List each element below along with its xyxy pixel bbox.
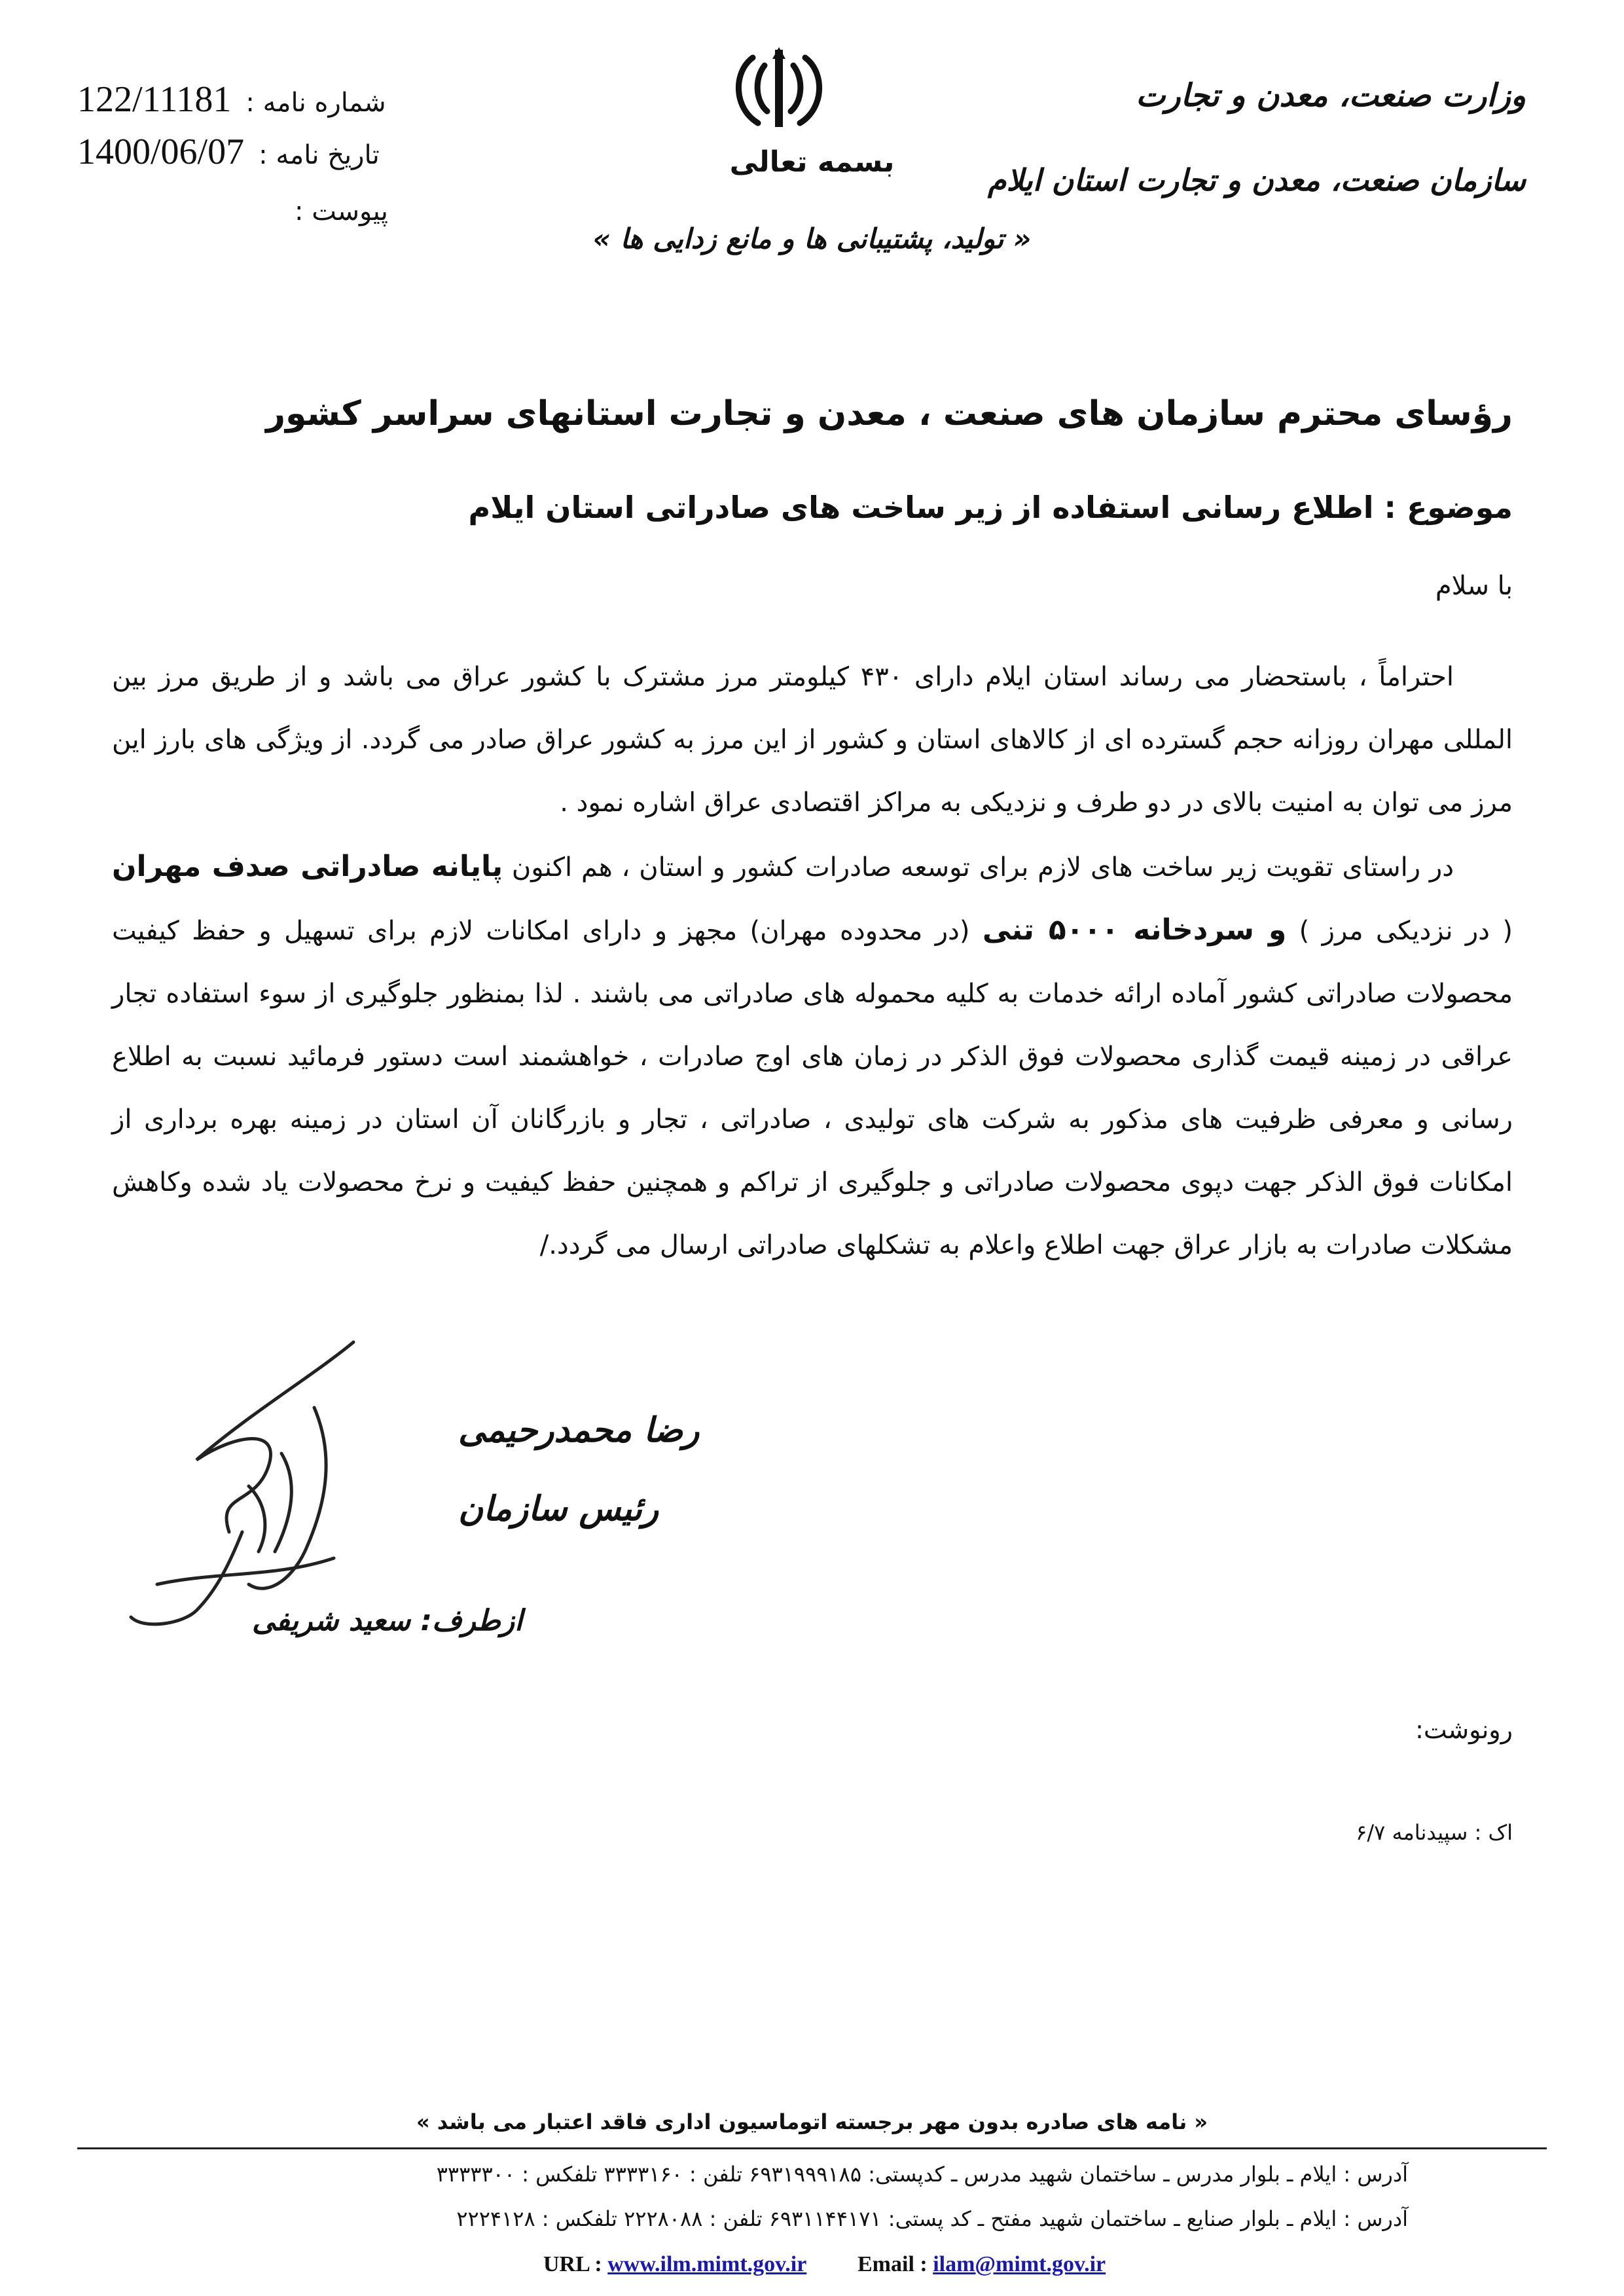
- footer-url-row: [543, 2252, 806, 2277]
- letter-number-label: شماره نامه :: [245, 88, 386, 118]
- email-link[interactable]: ilam@mimt.gov.ir: [933, 2252, 1106, 2276]
- website-link[interactable]: www.ilm.mimt.gov.ir: [607, 2252, 807, 2276]
- letter-number-row: [77, 79, 386, 120]
- iran-emblem-icon: [727, 46, 831, 131]
- footer-email-row: [857, 2252, 1106, 2277]
- organization-name: سازمان صنعت، معدن و تجارت استان ایلام: [988, 162, 1526, 198]
- terminal-name: پایانه صادراتی صدف مهران: [112, 850, 503, 883]
- attachment-label: پیوست :: [295, 196, 388, 227]
- paragraph-2-part-1: در راستای تقویت زیر ساخت های لازم برای توسعه صادرات کشور و استان ، هم اکنون: [503, 852, 1454, 883]
- on-behalf-of: ازطرف: سعید شریفی: [252, 1604, 523, 1637]
- basmala: بسمه تعالی: [729, 145, 895, 179]
- signatory-name: رضا محمدرحیمی: [458, 1411, 700, 1450]
- footer-address-1: آدرس : ایلام ـ بلوار مدرس ـ ساختمان شهید مدرس ـ کدپستی: ۶۹۳۱۹۹۹۱۸۵ تلفن : ۳۳۳۳۱۶۰ تلفکس : ۳۳۳۳۳۰۰: [436, 2162, 1408, 2187]
- cc-label: رونوشت:: [1415, 1715, 1513, 1744]
- paragraph-2-part-2: ( در نزدیکی مرز ): [1286, 916, 1513, 946]
- letter-date-value: 1400/06/07: [77, 132, 245, 172]
- letter-date-row: [77, 131, 380, 173]
- url-label: URL :: [543, 2252, 602, 2276]
- ministry-name: وزارت صنعت، معدن و تجارت: [1136, 77, 1526, 114]
- footer-address-2: آدرس : ایلام ـ بلوار صنایع ـ ساختمان شهید مفتح ـ کد پستی: ۶۹۳۱۱۴۴۱۷۱ تلفن : ۲۲۲۸۰۸۸ تلفکس : ۲۲۲۴۱۲۸: [456, 2206, 1408, 2231]
- letter-number-value: 122/11181: [77, 79, 232, 120]
- footer-divider: [77, 2147, 1547, 2149]
- cold-storage-name: و سردخانه ۵۰۰۰ تنی: [982, 913, 1287, 947]
- letter-date-label: تاریخ نامه :: [259, 140, 380, 170]
- cc-line: اک : سپیدنامه ۶/۷: [1356, 1820, 1513, 1845]
- recipient: رؤسای محترم سازمان های صنعت ، معدن و تجارت استانهای سراسر کشور: [266, 394, 1513, 433]
- paragraph-2: [112, 835, 1513, 1277]
- paragraph-1: احتراماً ، باستحضار می رساند استان ایلام دارای ۴۳۰ کیلومتر مرز مشترک با کشور عراق می باشد و از طریق مرز بین المللی مهران روزانه حجم گسترده ای از کالاهای استان و کشور از این مرز به کشور عراق صادر می گردد. از ویژگی های بارز این مرز می توان به امنیت بالای در دو طرف و نزدیکی به مراکز اقتصادی عراق اشاره نمود .: [112, 662, 1513, 818]
- footer-notice: « نامه های صادره بدون مهر برجسته اتوماسیون اداری فاقد اعتبار می باشد »: [416, 2109, 1208, 2134]
- slogan: « تولید، پشتیبانی ها و مانع زدایی ها »: [592, 223, 1032, 255]
- greeting: با سلام: [1435, 571, 1513, 601]
- subject: موضوع : اطلاع رسانی استفاده از زیر ساخت های صادراتی استان ایلام: [468, 490, 1513, 525]
- handwritten-signature: [118, 1336, 432, 1650]
- email-label: Email :: [857, 2252, 928, 2276]
- signatory-title: رئیس سازمان: [458, 1489, 659, 1529]
- paragraph-2-part-3: (در محدوده مهران) مجهز و دارای امکانات لازم برای تسهیل و حفظ کیفیت محصولات صادراتی کشور آماده ارائه خدمات به کلیه محموله های صادراتی می باشند . لذا بمنظور جلوگیری از سوء استفاده تجار عراقی در زمینه قیمت گذاری محصولات فوق الذکر در زمان های اوج صادرات ، خواهشمند است دستور فرمائید نسبت به اطلاع رسانی و معرفی ظرفیت های مذکور به شرکت های تولیدی ، صادراتی ، تجار و بازرگانان آن استان در زمینه بهره برداری از امکانات فوق الذکر جهت دپوی محصولات صادراتی و جلوگیری از تراکم و همچنین حفظ کیفیت و نرخ محصولات یاد شده وکاهش مشکلات صادرات به بازار عراق جهت اطلاع واعلام به تشکلهای صادراتی ارسال می گردد./: [112, 916, 1513, 1260]
